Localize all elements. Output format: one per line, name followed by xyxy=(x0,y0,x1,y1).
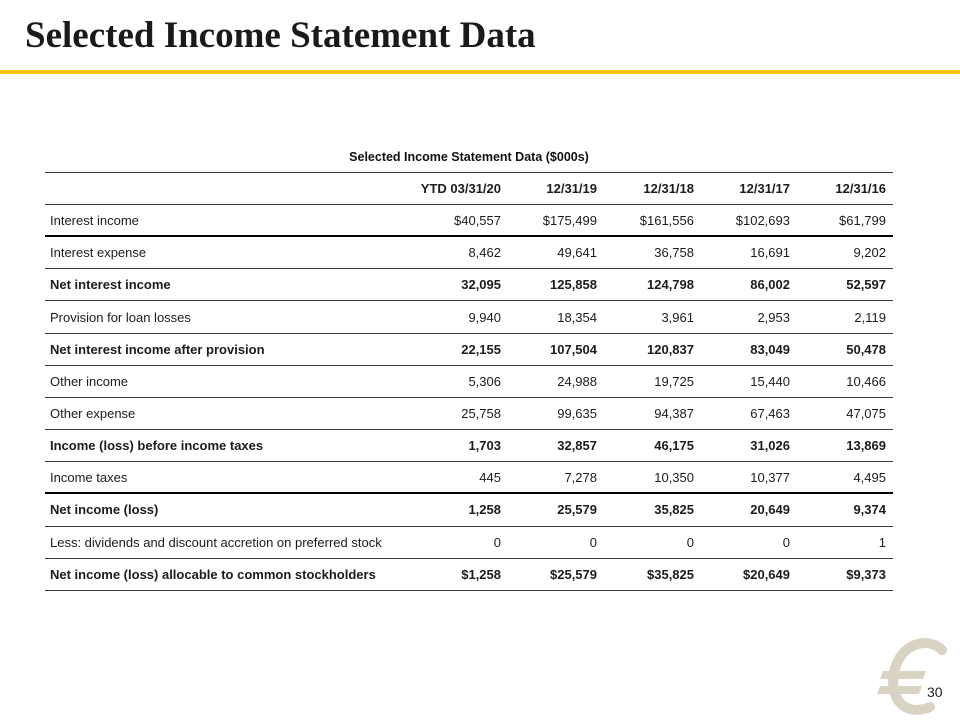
table-row xyxy=(45,301,893,333)
value-cell: 9,374 xyxy=(853,502,886,518)
value-cell: 10,466 xyxy=(846,373,886,389)
table-row xyxy=(45,269,893,301)
table-body xyxy=(45,205,893,591)
value-cell: 16,691 xyxy=(750,245,790,261)
value-cell: 5,306 xyxy=(468,373,501,389)
value-cell: 25,758 xyxy=(461,406,501,422)
value-cell: 22,155 xyxy=(461,341,501,357)
value-cell: 445 xyxy=(479,469,501,485)
value-cell: 4,495 xyxy=(853,469,886,485)
table-row xyxy=(45,398,893,430)
value-cell: 3,961 xyxy=(661,309,694,325)
value-cell: $20,649 xyxy=(743,566,790,582)
value-cell: 125,858 xyxy=(550,277,597,293)
value-cell: 7,278 xyxy=(564,469,597,485)
row-label: Interest income xyxy=(50,212,139,228)
value-cell: 9,940 xyxy=(468,309,501,325)
value-cell: 1,258 xyxy=(468,502,501,518)
row-label: Net interest income after provision xyxy=(50,341,265,357)
value-cell: 86,002 xyxy=(750,277,790,293)
value-cell: 32,095 xyxy=(461,277,501,293)
value-cell: $102,693 xyxy=(735,212,790,228)
table-row xyxy=(45,494,893,526)
row-label: Other income xyxy=(50,373,129,389)
value-cell: $161,556 xyxy=(639,212,694,228)
column-header: 12/31/18 xyxy=(643,181,694,196)
value-cell: 124,798 xyxy=(647,277,694,293)
table-caption: Selected Income Statement Data ($000s) xyxy=(349,150,589,164)
row-label: Net income (loss) allocable to common stockholders xyxy=(50,566,376,582)
value-cell: 9,202 xyxy=(853,245,886,261)
value-cell: 99,635 xyxy=(557,406,597,422)
value-cell: 120,837 xyxy=(647,341,694,357)
value-cell: 8,462 xyxy=(468,245,501,261)
value-cell: 20,649 xyxy=(750,502,790,518)
value-cell: 0 xyxy=(589,534,597,550)
value-cell: 1,703 xyxy=(468,438,501,454)
value-cell: $9,373 xyxy=(846,566,886,582)
value-cell: 2,119 xyxy=(854,309,886,325)
logo-upper-bar xyxy=(880,671,926,679)
value-cell: 24,988 xyxy=(557,373,597,389)
value-cell: 10,350 xyxy=(654,469,694,485)
table-row xyxy=(45,334,893,366)
table-row xyxy=(45,205,893,237)
value-cell: $25,579 xyxy=(550,566,597,582)
value-cell: 0 xyxy=(782,534,790,550)
value-cell: $61,799 xyxy=(839,212,886,228)
table-row xyxy=(45,366,893,398)
value-cell: $1,258 xyxy=(461,566,501,582)
logo-lower-bar xyxy=(877,686,922,694)
value-cell: $175,499 xyxy=(542,212,597,228)
value-cell: $35,825 xyxy=(647,566,694,582)
row-label: Other expense xyxy=(50,406,136,422)
stylized-e-logo-icon xyxy=(876,636,950,718)
column-header: 12/31/17 xyxy=(739,181,790,196)
value-cell: 36,758 xyxy=(654,245,694,261)
row-label: Income (loss) before income taxes xyxy=(50,438,264,454)
title-underline-rule xyxy=(0,70,960,74)
table-header-row xyxy=(45,173,893,205)
value-cell: 50,478 xyxy=(846,341,886,357)
value-cell: 0 xyxy=(493,534,501,550)
value-cell: 46,175 xyxy=(654,438,694,454)
value-cell: 83,049 xyxy=(750,341,790,357)
column-header: 12/31/19 xyxy=(546,181,597,196)
row-label: Net interest income xyxy=(50,277,171,293)
value-cell: 32,857 xyxy=(557,438,597,454)
value-cell: 13,869 xyxy=(846,438,886,454)
value-cell: 31,026 xyxy=(750,438,790,454)
row-label: Net income (loss) xyxy=(50,502,159,518)
table-row xyxy=(45,462,893,494)
column-header: YTD 03/31/20 xyxy=(420,181,501,196)
value-cell: 2,953 xyxy=(757,309,790,325)
table-row xyxy=(45,527,893,559)
table-row xyxy=(45,237,893,269)
value-cell: 0 xyxy=(686,534,694,550)
value-cell: 35,825 xyxy=(654,502,694,518)
table-row xyxy=(45,559,893,591)
value-cell: $40,557 xyxy=(454,212,501,228)
value-cell: 19,725 xyxy=(654,373,694,389)
row-label: Interest expense xyxy=(50,245,147,261)
value-cell: 10,377 xyxy=(750,469,790,485)
row-label: Income taxes xyxy=(50,469,128,485)
value-cell: 49,641 xyxy=(557,245,597,261)
value-cell: 15,440 xyxy=(750,373,790,389)
value-cell: 52,597 xyxy=(846,277,886,293)
value-cell: 107,504 xyxy=(550,341,597,357)
income-statement-table xyxy=(45,172,893,591)
value-cell: 47,075 xyxy=(846,406,886,422)
row-label: Provision for loan losses xyxy=(50,309,191,325)
value-cell: 94,387 xyxy=(654,406,694,422)
value-cell: 18,354 xyxy=(557,309,597,325)
value-cell: 1 xyxy=(878,534,886,550)
page-number: 30 xyxy=(927,684,943,700)
column-header: 12/31/16 xyxy=(835,181,886,196)
value-cell: 25,579 xyxy=(557,502,597,518)
table-row xyxy=(45,430,893,462)
slide-title: Selected Income Statement Data xyxy=(25,15,536,56)
row-label: Less: dividends and discount accretion on preferred stock xyxy=(50,534,382,550)
value-cell: 67,463 xyxy=(750,406,790,422)
